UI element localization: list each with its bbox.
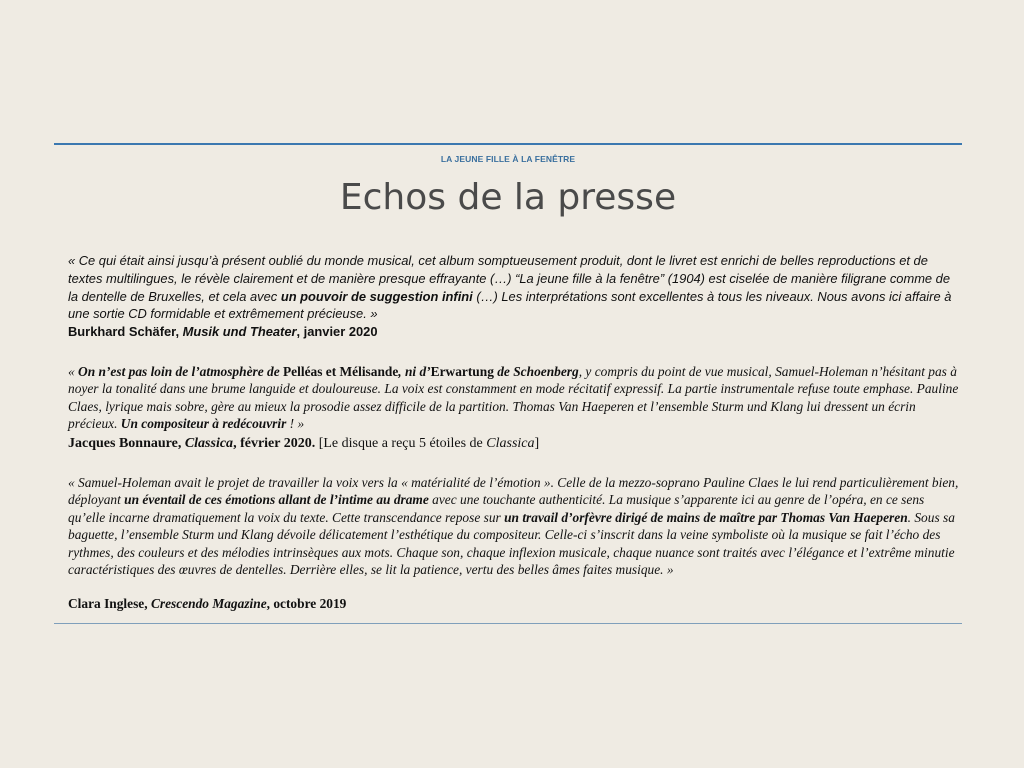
review-2-quote [68,363,960,433]
review-3-quote-text: avec une touchante authenticité. La musique s’apparente ici au genre de l’opéra, en ce sens qu’elle incarne dramatiquement la voix du texte. Cette transcendance repose sur [68,492,925,525]
review-2-quote-text: « [68,364,79,379]
review-2-publication: Classica [184,436,234,451]
review-2-note: ] [534,436,540,451]
header-rule [54,143,962,145]
page-title: Echos de la presse [339,177,677,218]
review-2-note-publication: Classica [486,436,535,451]
review-1-attribution [68,323,960,341]
review-2-work-title: Pelléas et Mélisande [283,364,399,379]
review-2-note: [Le disque a reçu 5 étoiles de [315,436,487,451]
review-2-quote-text: , y compris du point de vue musical, Samuel-Holeman n’hésitant pas à noyer la tonalité dans une brume languide et douloureuse. La voix est constamment en mode récitatif expressif. La partie instrumentale refuse toute emphase. Pauline Claes, lyrique mais sobre, gère au mieux la prosodie assez difficile de la partition. Thomas Van Haeperen et l’ensemble Sturm und Klang lui dressent un écrin précieux. [68,364,959,432]
review-2-author: Jacques Bonnaure, [68,436,185,451]
review-3-author: Clara Inglese, [68,596,151,611]
review-3-quote-text: . Sous sa baguette, l’ensemble Sturm und Klang dévoile délicatement l’esthétique du compositeur. Celle-ci s’inscrit dans la veine symboliste où la musique se fait l’écho des rythmes, des couleurs et des mélodies intrinsèques aux mots. Chaque son, chaque inflexion musicale, chaque nuance sont traités avec l’élégance et l’extrême minutie caractéristiques des œuvres de dentelles. Derrière elles, se lit la patience, vertu des belles âmes faites musique. » [68,509,955,578]
review-2-attribution [68,434,960,454]
review-3-highlight: un éventail de ces émotions allant de l’intime au drame [124,492,429,508]
review-1-date: , janvier 2020 [296,324,378,339]
review-3-publication: Crescendo Magazine [150,596,267,611]
review-3-quote-text: « Samuel-Holeman avait le projet de travailler la voix vers la « matérialité de l’émotion ». Celle de la mezzo-soprano Pauline Claes le lui rend particulièrement bien, déployant [68,475,959,508]
review-2-highlight: de Schoenberg [493,364,579,379]
review-2-highlight: Un compositeur à redécouvrir [120,416,287,432]
review-1-quote-text: (…) Les interprétations sont excellentes à tous les niveaux. Nous avons ici affaire à une sortie CD formidable et extrêmement précieuse. » [68,288,952,322]
review-2-highlight: On n’est pas loin de l’atmosphère de [78,364,283,379]
review-2-date: , février 2020. [233,436,316,451]
review-1-publication: Musik und Theater [182,324,297,339]
review-3-date: , octobre 2019 [266,596,347,611]
review-3-quote [68,474,960,578]
review-1-highlight: un pouvoir de suggestion infini [280,288,473,304]
review-1-author: Burkhard Schäfer, [68,324,183,339]
review-2-highlight: , ni d’ [398,364,431,379]
review-1-quote-text: « Ce qui était ainsi jusqu’à présent oublié du monde musical, cet album somptueusement produit, dont le livret est enrichi de belles reproductions et de textes multilingues, le révèle clairement et de manière presque effrayante (…) “La jeune fille à la fenêtre” (1904) est ciselée de manière filigrane comme de la dentelle de Bruxelles, et cela avec [68,253,951,304]
review-2-work-title: Erwartung [430,364,494,379]
page-kicker: LA JEUNE FILLE À LA FENÊTRE [440,154,576,164]
review-3-attribution [68,594,960,614]
review-3-highlight: un travail d’orfèvre dirigé de mains de maître par Thomas Van Haeperen [504,509,908,525]
footer-rule [54,623,962,624]
review-1-quote [68,252,960,323]
review-2-quote-text: ! » [286,416,305,432]
